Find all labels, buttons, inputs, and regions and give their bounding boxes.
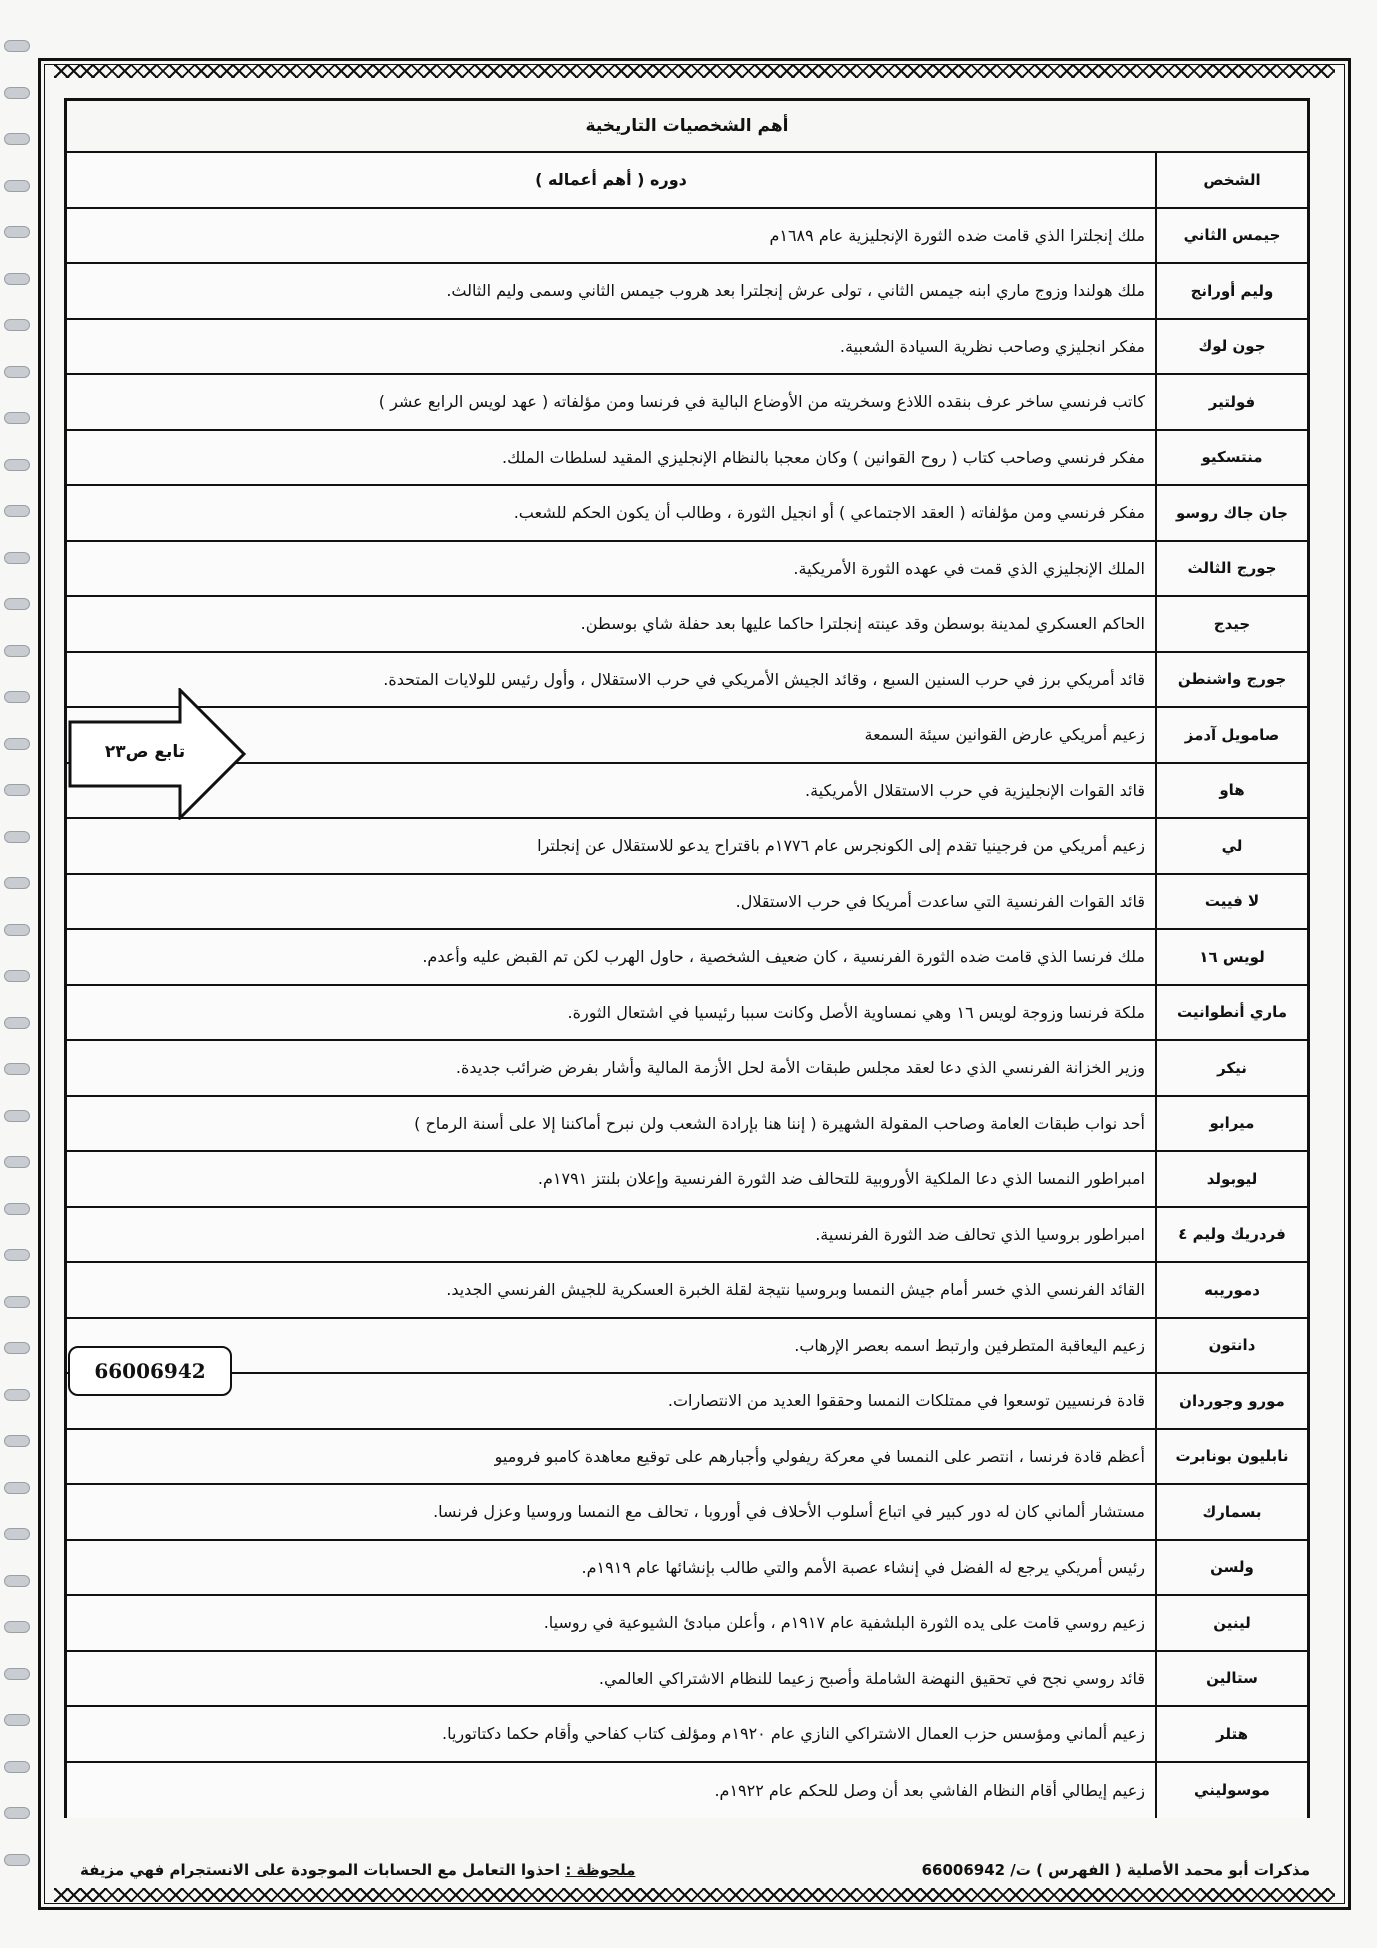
person-description: زعيم أمريكي عارض القوانين سيئة السمعة	[67, 708, 1155, 762]
person-description: قائد أمريكي برز في حرب السنين السبع ، وقائد الجيش الأمريكي في حرب الاستقلال ، وأول رئيس للولايات المتحدة.	[67, 653, 1155, 707]
person-name: منتسكيو	[1155, 431, 1307, 485]
table-row	[67, 209, 1307, 265]
binding-hole	[4, 738, 30, 750]
table-row	[67, 764, 1307, 820]
person-name: جورج الثالث	[1155, 542, 1307, 596]
person-name: ستالين	[1155, 1652, 1307, 1706]
binding-hole	[4, 87, 30, 99]
person-name: جون لوك	[1155, 320, 1307, 374]
person-description: قائد القوات الإنجليزية في حرب الاستقلال الأمريكية.	[67, 764, 1155, 818]
table-row	[67, 986, 1307, 1042]
person-name: نيكر	[1155, 1041, 1307, 1095]
person-description: مفكر فرنسي ومن مؤلفاته ( العقد الاجتماعي ) أو انجيل الثورة ، وطالب أن يكون الحكم للشعب.	[67, 486, 1155, 540]
binding-hole	[4, 1621, 30, 1633]
person-name: جيدج	[1155, 597, 1307, 651]
table-row	[67, 597, 1307, 653]
binding-hole	[4, 273, 30, 285]
binding-hole	[4, 1342, 30, 1354]
binding-hole	[4, 412, 30, 424]
table-row	[67, 1541, 1307, 1597]
binding-hole	[4, 1435, 30, 1447]
person-description: مفكر انجليزي وصاحب نظرية السيادة الشعبية.	[67, 320, 1155, 374]
person-name: صامويل آدمز	[1155, 708, 1307, 762]
binding-hole	[4, 505, 30, 517]
footer-note-label: ملحوظة :	[565, 1861, 636, 1879]
person-name: دموريبه	[1155, 1263, 1307, 1317]
table-row	[67, 653, 1307, 709]
person-name: هتلر	[1155, 1707, 1307, 1761]
person-name: ماري أنطوانيت	[1155, 986, 1307, 1040]
binding-hole	[4, 226, 30, 238]
binding-hole	[4, 1575, 30, 1587]
table-row	[67, 708, 1307, 764]
binding-hole	[4, 1389, 30, 1401]
person-name: ميرابو	[1155, 1097, 1307, 1151]
binding-hole	[4, 784, 30, 796]
person-name: لينين	[1155, 1596, 1307, 1650]
table-row	[67, 819, 1307, 875]
binding-hole	[4, 40, 30, 52]
table-row	[67, 1263, 1307, 1319]
continue-arrow-label: تابع ص٢٣	[104, 742, 186, 762]
binding-hole	[4, 319, 30, 331]
person-name: جورج واشنطن	[1155, 653, 1307, 707]
person-description: قائد القوات الفرنسية التي ساعدت أمريكا في حرب الاستقلال.	[67, 875, 1155, 929]
person-name: بسمارك	[1155, 1485, 1307, 1539]
person-name: جان جاك روسو	[1155, 486, 1307, 540]
table-row	[67, 264, 1307, 320]
person-description: ملك إنجلترا الذي قامت ضده الثورة الإنجليزية عام ١٦٨٩م	[67, 209, 1155, 263]
binding-hole	[4, 598, 30, 610]
frame-border-top-pattern	[54, 64, 1335, 78]
person-description: وزير الخزانة الفرنسي الذي دعا لعقد مجلس طبقات الأمة لحل الأزمة المالية وأشار بفرض ضرائب جديدة.	[67, 1041, 1155, 1095]
binding-hole	[4, 366, 30, 378]
binding-hole	[4, 1668, 30, 1680]
person-name: ولسن	[1155, 1541, 1307, 1595]
person-description: مفكر فرنسي وصاحب كتاب ( روح القوانين ) وكان معجبا بالنظام الإنجليزي المقيد لسلطات الملك.	[67, 431, 1155, 485]
binding-hole	[4, 1063, 30, 1075]
footer-note	[80, 1861, 635, 1879]
person-name: دانتون	[1155, 1319, 1307, 1373]
table-row	[67, 1319, 1307, 1375]
person-description: الحاكم العسكري لمدينة بوسطن وقد عينته إنجلترا حاكما عليها بعد حفلة شاي بوسطن.	[67, 597, 1155, 651]
person-description: رئيس أمريكي يرجع له الفضل في إنشاء عصبة الأمم والتي طالب بإنشائها عام ١٩١٩م.	[67, 1541, 1155, 1595]
binding-hole	[4, 552, 30, 564]
binding-hole	[4, 924, 30, 936]
header-person: الشخص	[1155, 153, 1307, 207]
person-description: مستشار ألماني كان له دور كبير في اتباع أسلوب الأحلاف في أوروبا ، تحالف مع النمسا وروسيا وعزل فرنسا.	[67, 1485, 1155, 1539]
binding-hole	[4, 877, 30, 889]
person-description: أحد نواب طبقات العامة وصاحب المقولة الشهيرة ( إننا هنا بإرادة الشعب ولن نبرح أماكننا إلا على أسنة الرماح )	[67, 1097, 1155, 1151]
person-name: ليوبولد	[1155, 1152, 1307, 1206]
binding-hole	[4, 970, 30, 982]
person-description: ملك فرنسا الذي قامت ضده الثورة الفرنسية ، كان ضعيف الشخصية ، حاول الهرب لكن تم القبض عليه وأعدم.	[67, 930, 1155, 984]
binding-hole	[4, 133, 30, 145]
person-description: ملكة فرنسا وزوجة لويس ١٦ وهي نمساوية الأصل وكانت سببا رئيسيا في اشتعال الثورة.	[67, 986, 1155, 1040]
binding-hole	[4, 1482, 30, 1494]
table-row	[67, 1374, 1307, 1430]
table-row	[67, 1097, 1307, 1153]
person-description: زعيم إيطالي أقام النظام الفاشي بعد أن وصل للحكم عام ١٩٢٢م.	[67, 1763, 1155, 1819]
binding-hole	[4, 1203, 30, 1215]
person-description: القائد الفرنسي الذي خسر أمام جيش النمسا وبروسيا نتيجة لقلة الخبرة العسكرية للجيش الفرنسي الجديد.	[67, 1263, 1155, 1317]
person-name: فردريك وليم ٤	[1155, 1208, 1307, 1262]
binding-hole	[4, 1761, 30, 1773]
binding-hole	[4, 1528, 30, 1540]
person-description: كاتب فرنسي ساخر عرف بنقده اللاذع وسخريته من الأوضاع البالية في فرنسا ومن مؤلفاته ( عهد لويس الرابع عشر )	[67, 375, 1155, 429]
binding-hole	[4, 1156, 30, 1168]
table-row	[67, 1152, 1307, 1208]
person-name: فولتير	[1155, 375, 1307, 429]
binding-hole	[4, 180, 30, 192]
person-description: زعيم اليعاقبة المتطرفين وارتبط اسمه بعصر الإرهاب.	[67, 1319, 1155, 1373]
person-name: مورو وجوردان	[1155, 1374, 1307, 1428]
footer-note-text: احذوا التعامل مع الحسابات الموجودة على الانستجرام فهي مزيفة	[80, 1861, 561, 1879]
person-name: جيمس الثاني	[1155, 209, 1307, 263]
table-row	[67, 1596, 1307, 1652]
footer-credits: مذكرات أبو محمد الأصلية ( الفهرس ) ت/ 66006942	[921, 1861, 1310, 1879]
person-description: زعيم روسي قامت على يده الثورة البلشفية عام ١٩١٧م ، وأعلن مبادئ الشيوعية في روسيا.	[67, 1596, 1155, 1650]
person-name: لا فييت	[1155, 875, 1307, 929]
table-row	[67, 1041, 1307, 1097]
table-row	[67, 930, 1307, 986]
person-name: وليم أورانج	[1155, 264, 1307, 318]
table-row	[67, 431, 1307, 487]
table-header-row	[67, 153, 1307, 209]
table-title: أهم الشخصيات التاريخية	[67, 101, 1307, 153]
table-row	[67, 1485, 1307, 1541]
binding-hole	[4, 459, 30, 471]
person-description: زعيم أمريكي من فرجينيا تقدم إلى الكونجرس عام ١٧٧٦م باقتراح يدعو للاستقلال عن إنجلترا	[67, 819, 1155, 873]
binding-hole	[4, 645, 30, 657]
table-row	[67, 486, 1307, 542]
table-row	[67, 1430, 1307, 1486]
header-role: دوره ( أهم أعماله )	[67, 153, 1155, 207]
binding-holes	[0, 40, 30, 1910]
binding-hole	[4, 1110, 30, 1122]
phone-number-box: 66006942	[68, 1346, 232, 1396]
person-description: ملك هولندا وزوج ماري ابنه جيمس الثاني ، تولى عرش إنجلترا بعد هروب جيمس الثاني وسمى وليم الثالث.	[67, 264, 1155, 318]
binding-hole	[4, 1017, 30, 1029]
person-description: قادة فرنسيين توسعوا في ممتلكات النمسا وحققوا العديد من الانتصارات.	[67, 1374, 1155, 1428]
person-description: زعيم ألماني ومؤسس حزب العمال الاشتراكي النازي عام ١٩٢٠م ومؤلف كتاب كفاحي وأقام حكما دكتاتوريا.	[67, 1707, 1155, 1761]
table-row	[67, 1652, 1307, 1708]
person-name: لي	[1155, 819, 1307, 873]
table-row	[67, 875, 1307, 931]
table-row	[67, 542, 1307, 598]
binding-hole	[4, 691, 30, 703]
binding-hole	[4, 831, 30, 843]
person-name: نابليون بونابرت	[1155, 1430, 1307, 1484]
binding-hole	[4, 1249, 30, 1261]
person-description: امبراطور النمسا الذي دعا الملكية الأوروبية للتحالف ضد الثورة الفرنسية وإعلان بلنتز ١٧٩١م.	[67, 1152, 1155, 1206]
person-description: أعظم قادة فرنسا ، انتصر على النمسا في معركة ريفولي وأجبارهم على توقيع معاهدة كامبو فروميو	[67, 1430, 1155, 1484]
binding-hole	[4, 1854, 30, 1866]
person-description: امبراطور بروسيا الذي تحالف ضد الثورة الفرنسية.	[67, 1208, 1155, 1262]
page-footer	[80, 1850, 1310, 1890]
person-name: هاو	[1155, 764, 1307, 818]
binding-hole	[4, 1807, 30, 1819]
person-name: موسوليني	[1155, 1763, 1307, 1819]
table-row	[67, 1763, 1307, 1819]
binding-hole	[4, 1296, 30, 1308]
frame-border-bottom-pattern	[54, 1888, 1335, 1902]
table-row	[67, 320, 1307, 376]
person-name: لويس ١٦	[1155, 930, 1307, 984]
binding-hole	[4, 1714, 30, 1726]
table-row	[67, 1208, 1307, 1264]
person-description: الملك الإنجليزي الذي قمت في عهده الثورة الأمريكية.	[67, 542, 1155, 596]
historical-figures-table	[64, 98, 1310, 1818]
table-row	[67, 1707, 1307, 1763]
person-description: قائد روسي نجح في تحقيق النهضة الشاملة وأصبح زعيما للنظام الاشتراكي العالمي.	[67, 1652, 1155, 1706]
table-row	[67, 375, 1307, 431]
